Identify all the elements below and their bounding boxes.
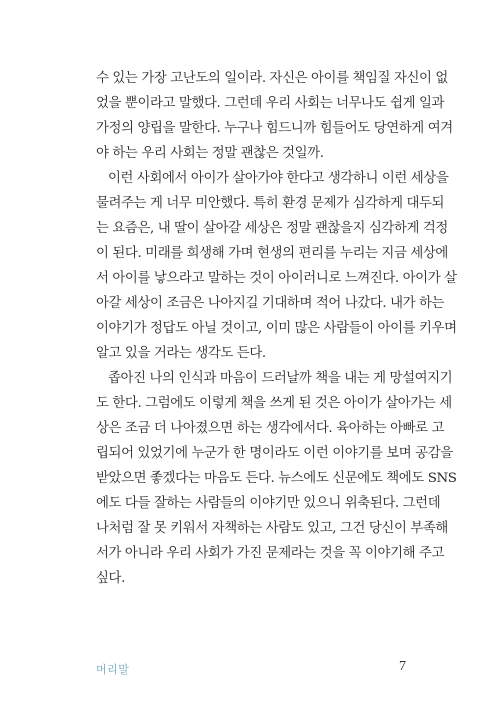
text-line: 이 된다. 미래를 희생해 가며 현생의 편리를 누리는 지금 세상에	[96, 246, 448, 261]
body-text	[96, 66, 457, 591]
paragraph-3	[96, 366, 457, 591]
text-line: 에도 다들 잘하는 사람들의 이야기만 있으니 위축된다. 그런데	[96, 496, 441, 511]
text-line: 이런 사회에서 아이가 살아가야 한다고 생각하니 이런 세상을	[108, 171, 449, 186]
text-line: 좁아진 나의 인식과 마음이 드러날까 책을 내는 게 망설여지기	[108, 371, 453, 386]
page-footer	[96, 661, 406, 681]
text-line: 립되어 있었기에 누군가 한 명이라도 이런 이야기를 보며 공감을	[96, 446, 453, 461]
text-line: 아갈 세상이 조금은 나아지길 기대하며 적어 나갔다. 내가 하는	[96, 296, 445, 311]
text-line: 이야기가 정답도 아닐 것이고, 이미 많은 사람들이 아이를 키우며	[96, 321, 457, 336]
running-title: 머리말	[96, 663, 130, 676]
text-line: 받았으면 좋겠다는 마음도 든다. 뉴스에도 신문에도 책에도 SNS	[96, 471, 457, 486]
paragraph-2	[96, 166, 457, 366]
text-line: 야 하는 우리 사회는 정말 괜찮은 것일까.	[96, 146, 324, 161]
text-line: 가정의 양립을 말한다. 누구나 힘드니까 힘들어도 당연하게 여겨	[96, 121, 453, 136]
text-line: 알고 있을 거라는 생각도 든다.	[96, 346, 266, 361]
page-number: 7	[399, 659, 406, 674]
text-line: 도 한다. 그럼에도 이렇게 책을 쓰게 된 것은 아이가 살아가는 세	[96, 396, 452, 411]
text-line: 싶다.	[96, 571, 125, 586]
text-line: 상은 조금 더 나아졌으면 하는 생각에서다. 육아하는 아빠로 고	[96, 421, 445, 436]
text-line: 나처럼 잘 못 키워서 자책하는 사람도 있고, 그건 당신이 부족해	[96, 521, 448, 536]
paragraph-1	[96, 66, 453, 166]
text-line: 는 요즘은, 내 딸이 살아갈 세상은 정말 괜찮을지 심각하게 걱정	[96, 221, 448, 236]
text-line: 었을 뿐이라고 말했다. 그런데 우리 사회는 너무나도 쉽게 일과	[96, 96, 445, 111]
text-line: 서가 아니라 우리 사회가 가진 문제라는 것을 꼭 이야기해 주고	[96, 546, 445, 561]
text-line: 물려주는 게 너무 미안했다. 특히 환경 문제가 심각하게 대두되	[96, 196, 445, 211]
text-line: 수 있는 가장 고난도의 일이라. 자신은 아이를 책임질 자신이 없	[96, 71, 448, 86]
text-line: 서 아이를 낳으라고 말하는 것이 아이러니로 느껴진다. 아이가 살	[96, 271, 457, 286]
